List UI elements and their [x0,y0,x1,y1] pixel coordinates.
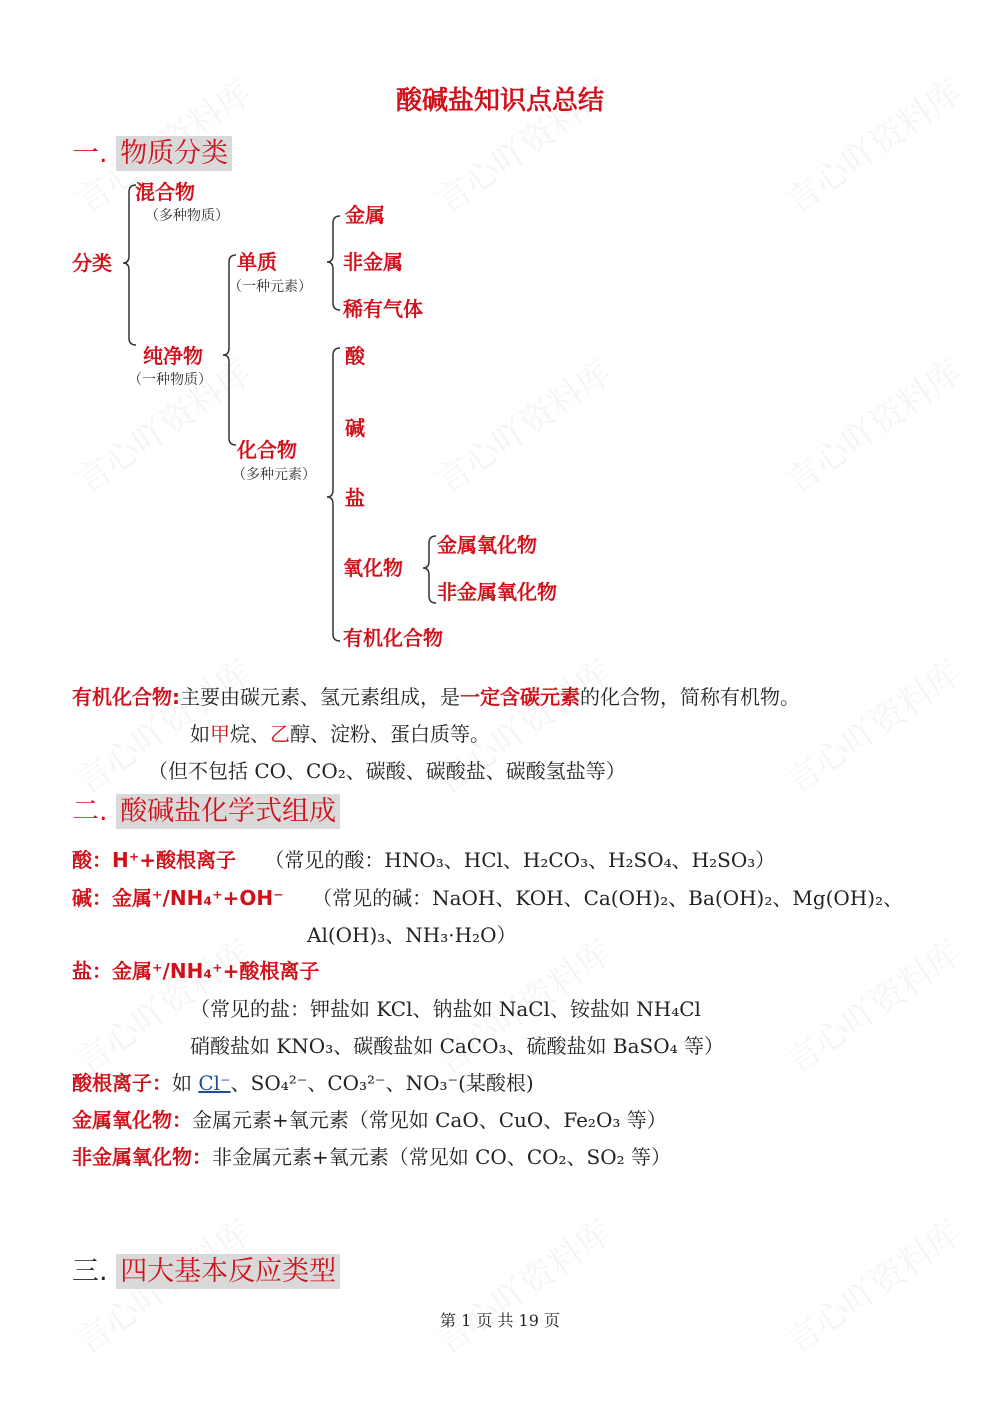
node-oxide: 氧化物 [343,556,403,580]
text: 烷、 [230,722,270,746]
salt-line: 盐：金属⁺/NH₄⁺+酸根离子 [72,959,320,983]
chloride-link[interactable]: Cl⁻ [198,1071,231,1095]
node-noble-gas: 稀有气体 [343,297,423,321]
organic-exclusions: （但不包括 CO、CO₂、碳酸、碳酸盐、碳酸氢盐等） [148,759,626,783]
base-line [72,886,903,910]
brace [327,216,340,310]
node-salt: 盐 [345,486,365,510]
acid-line [72,848,775,872]
term-label: 非金属氧化物： [72,1145,212,1169]
brace [423,536,436,603]
node-compound: 化合物 [237,438,297,462]
anion-line [72,1071,534,1095]
node-pure-note: （一种物质） [128,372,212,388]
tree-root: 分类 [72,251,112,275]
base-line-2: Al(OH)₃、NH₃·H₂O） [307,923,517,947]
text: 的化合物，简称有机物。 [580,685,800,709]
highlight: 甲 [210,722,230,746]
node-element-note: （一种元素） [228,279,312,295]
node-acid: 酸 [345,344,365,368]
term-label: 碱：金属⁺/NH₄⁺+OH⁻ [72,886,284,910]
term-label: 金属氧化物： [72,1108,192,1132]
watermark [424,1206,619,1363]
text: 主要由碳元素、氢元素组成，是 [180,685,460,709]
node-nonmetal: 非金属 [343,250,403,274]
organic-examples [190,722,490,746]
brace [327,348,340,641]
brace [123,185,136,345]
term-label: 酸：H⁺+酸根离子 [72,848,237,872]
section-number: 二. [72,796,108,827]
node-mixture-note: （多种物质） [145,208,229,224]
term-label: 酸根离子： [72,1071,172,1095]
node-organic: 有机化合物 [343,626,443,650]
node-metal: 金属 [345,203,385,227]
node-base: 碱 [345,416,365,440]
page-title: 酸碱盐知识点总结 [395,86,604,116]
section-title: 物质分类 [116,136,232,171]
text: 如 [190,722,210,746]
text: 如 [172,1071,199,1095]
text: 金属元素+氧元素（常见如 CaO、CuO、Fe₂O₃ 等） [192,1108,667,1132]
text: 、SO₄²⁻、CO₃²⁻、NO₃⁻(某酸根) [230,1071,534,1095]
node-pure: 纯净物 [143,344,203,368]
salt-examples: （常见的盐：钾盐如 KCl、钠盐如 NaCl、铵盐如 NH₄Cl [190,997,701,1021]
nonmetal-oxide-line [72,1145,671,1169]
section-number: 三. [72,1256,108,1287]
term-label: 有机化合物: [72,685,180,709]
section-heading-3 [72,1256,340,1288]
text: 非金属元素+氧元素（常见如 CO、CO₂、SO₂ 等） [212,1145,672,1169]
section-heading-2 [72,796,340,828]
text: 醇、淀粉、蛋白质等。 [290,722,490,746]
node-compound-note: （多种元素） [232,467,316,483]
highlight: 乙 [270,722,290,746]
node-mixture: 混合物 [135,180,195,204]
section-title: 酸碱盐化学式组成 [116,794,340,829]
highlight: 一定含碳元素 [460,685,580,709]
metal-oxide-line [72,1108,667,1132]
node-nonmetal-oxide: 非金属氧化物 [437,580,557,604]
organic-definition [72,685,800,709]
section-number: 一. [72,138,108,169]
node-element: 单质 [237,250,277,274]
watermark [774,926,969,1083]
watermark [774,1206,969,1363]
salt-examples-2: 硝酸盐如 KNO₃、碳酸盐如 CaCO₃、硫酸盐如 BaSO₄ 等） [190,1034,724,1058]
text: （常见的酸：HNO₃、HCl、H₂CO₃、H₂SO₄、H₂SO₃） [264,848,776,872]
node-metal-oxide: 金属氧化物 [437,533,537,557]
text: （常见的碱：NaOH、KOH、Ca(OH)₂、Ba(OH)₂、Mg(OH)₂、 [312,886,904,910]
page-footer: 第 1 页 共 19 页 [440,1311,560,1330]
section-title: 四大基本反应类型 [116,1254,340,1289]
